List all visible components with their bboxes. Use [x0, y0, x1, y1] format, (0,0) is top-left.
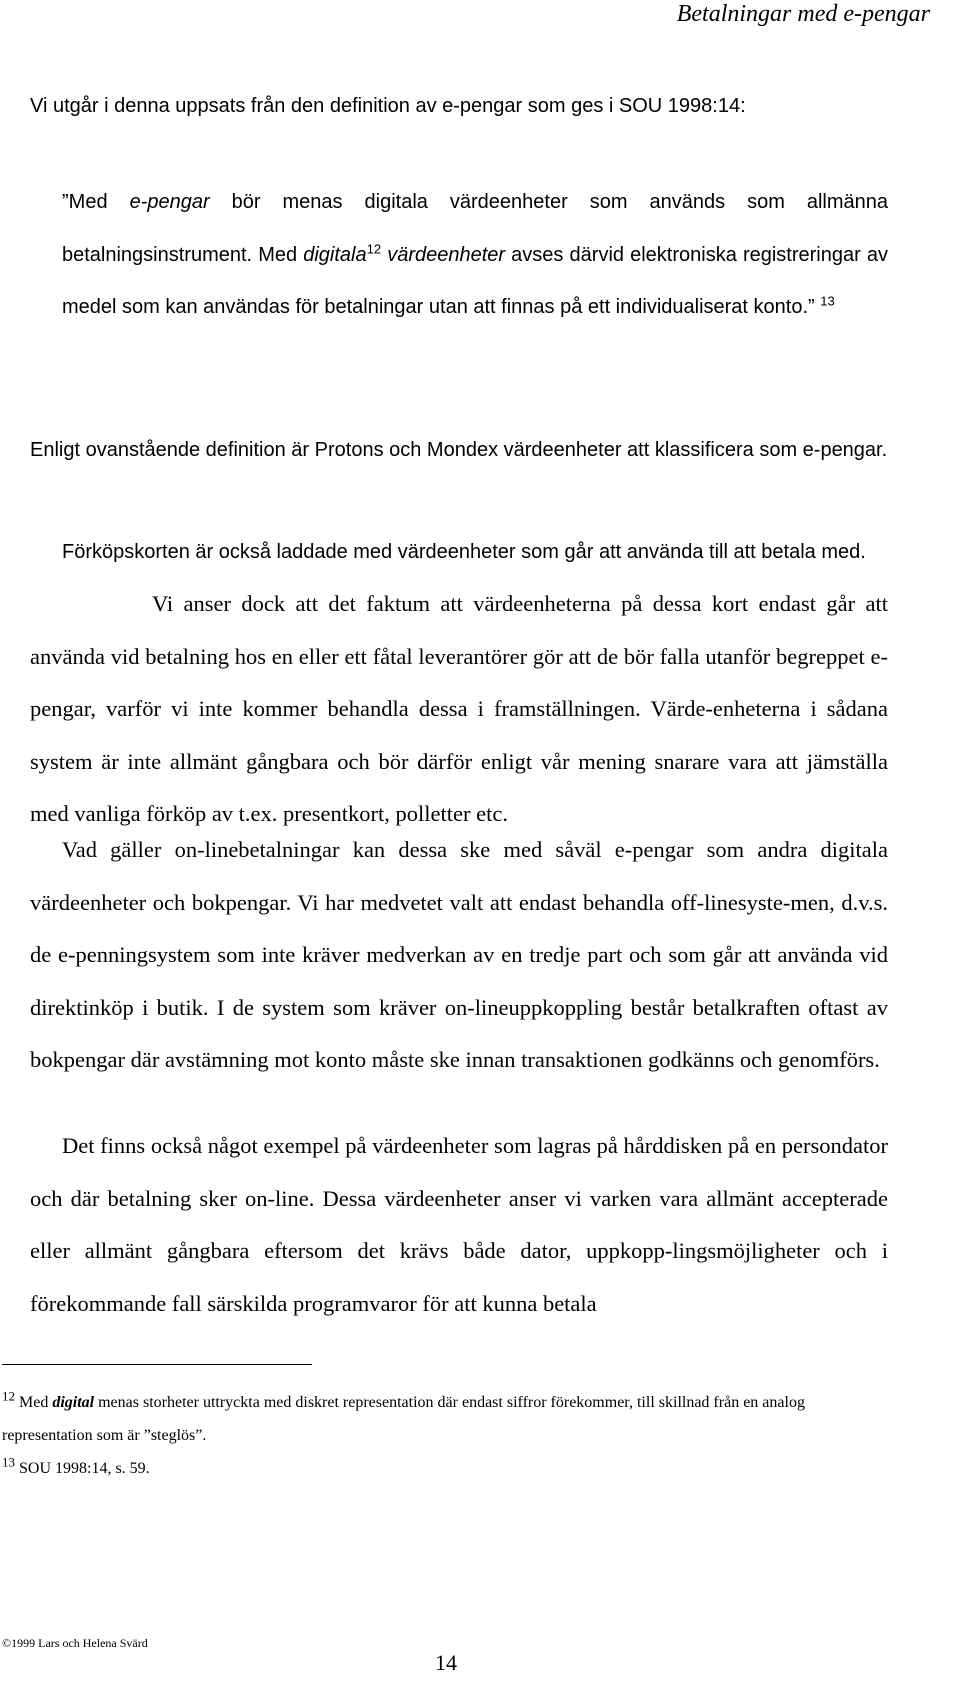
footnote-13-text: SOU 1998:14, s. 59. — [15, 1460, 150, 1477]
paragraph-forkopskort — [30, 525, 888, 579]
footnote-12-pre: Med — [15, 1394, 53, 1411]
footnote-12-term: digital — [52, 1394, 95, 1411]
definition-quote — [62, 176, 888, 334]
running-header: Betalningar med e-pengar — [676, 1, 930, 27]
footnote-ref-13: 13 — [820, 293, 835, 309]
footnote-13 — [2, 1452, 882, 1485]
quote-text-2: bör menas digitala värdeenheter som används som allmänna betalningsinstrument. Med — [62, 191, 889, 266]
paragraph-forkopskort-serif-text: Vi anser dock att det faktum att värdeenheterna på dessa kort endast går att använda vid betalning hos en eller ett fåtal leverantörer gör att de bör falla utanför begreppet e-pengar, varför vi inte kommer behandla dessa i framställningen. Värde-enheterna i sådana system är inte allmänt gångbara och bör därför enligt vår mening snarare vara att jämställa med vanliga förköp av t.ex. presentkort, polletter etc. — [30, 591, 888, 826]
footnote-separator — [2, 1364, 312, 1365]
paragraph-harddisk-values: Det finns också något exempel på värdeenheter som lagras på hårddisken på en persondator och där betalning sker on-line. Dessa värdeenheter anser vi varken vara allmänt accepterade eller allmänt gångbara eftersom det krävs både dator, uppkopp-lingsmöjligheter och i förekommande fall särskilda programvaror för att kunna betala — [30, 1133, 888, 1316]
intro-paragraph: Vi utgår i denna uppsats från den definition av e-pengar som ges i SOU 1998:14: — [30, 95, 746, 117]
paragraph-online-payments: Vad gäller on-linebetalningar kan dessa ske med såväl e-pengar som andra digitala värdeenheter och bokpengar. Vi har medvetet valt att endast behandla off-linesyste-men, d.v.s. de e-penningsystem som inte kräver medverkan av en tredje part och som går att använda vid direktinköp i butik. I de system som kräver on-lineuppkoppling består betalkraften oftast av bokpengar där avstämning mot konto måste ske innan transaktionen godkänns och genomförs. — [30, 837, 888, 1072]
paragraph-forkopskort-sans — [30, 526, 866, 579]
footnote-12-text: menas storheter uttryckta med diskret representation där endast siffror förekommer, till skillnad från en analog representation som är ”steglös”. — [2, 1394, 805, 1444]
paragraph-forkopskort-continued — [30, 578, 888, 841]
footnote-ref-12: 12 — [366, 240, 382, 256]
copyright-notice: ©1999 Lars och Helena Svärd — [2, 1636, 148, 1650]
paragraph-forkopskort-sans-text: Förköpskorten är också laddade med värdeenheter som går att använda till att betala med. — [62, 541, 866, 563]
quote-term-digitala: digitala — [303, 243, 367, 266]
quote-text-1: ”Med — [62, 191, 130, 213]
paragraph-classification: Enligt ovanstående definition är Protons och Mondex värdeenheter att klassificera som e-pengar. — [30, 439, 888, 461]
footnote-12-number: 12 — [2, 1388, 15, 1404]
page-number: 14 — [435, 1650, 457, 1675]
quote-term-vardeenheter: värdeenheter — [387, 243, 506, 266]
footnote-13-number: 13 — [2, 1454, 15, 1470]
quote-term-e-pengar: e-pengar — [129, 191, 210, 213]
footnote-12 — [2, 1386, 882, 1452]
quote-text-4: avses därvid elektroniska registreringar av medel som kan användas för betalningar utan att finnas på ett individualiserat konto.” — [62, 243, 888, 318]
